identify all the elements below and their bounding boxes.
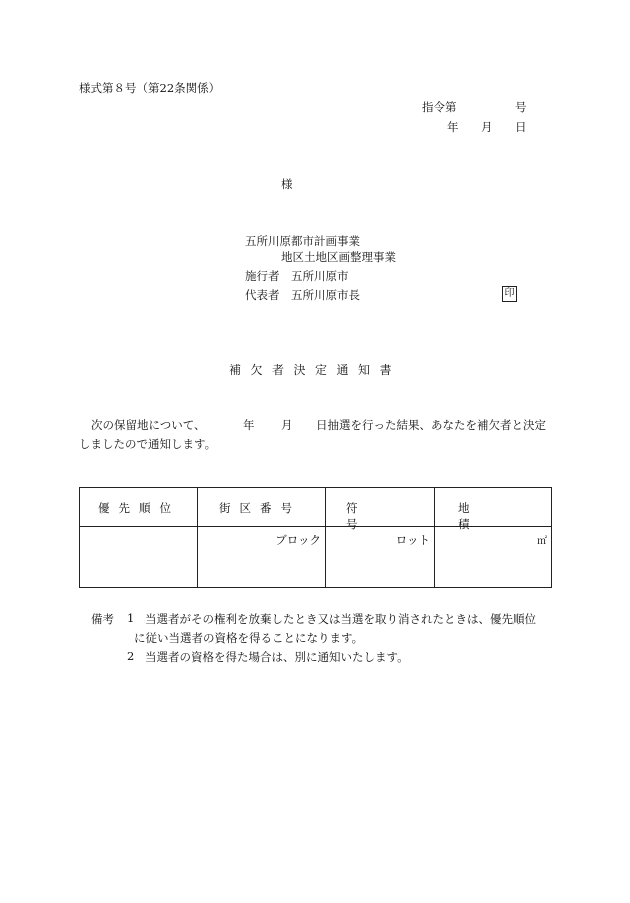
- note-1-line1: 当選者がその権利を放棄したとき又は当選を取り消されたときは、優先順位: [145, 612, 536, 626]
- header-priority: 優先順位: [98, 501, 180, 515]
- body-line1-start: 次の保留地について、: [91, 418, 206, 432]
- representative-label: 代表者: [245, 288, 280, 302]
- document-title: 補欠者決定通知書: [229, 363, 402, 377]
- note-1-line2: に従い当選者の資格を得ることになります。: [134, 631, 364, 645]
- body-line1-end: 日抽選を行った結果、あなたを補欠者と決定: [316, 418, 546, 432]
- form-number: 様式第８号（第22条関係）: [79, 81, 221, 95]
- cell-lot-unit: ロット: [395, 533, 430, 547]
- lot-table: [79, 487, 552, 588]
- header-block-number: 街区番号: [219, 501, 301, 515]
- executor-label: 施行者: [245, 269, 280, 283]
- cell-area-unit: ㎡: [537, 536, 547, 547]
- table-header-row: [80, 488, 552, 527]
- cell-block-unit: ブロック: [275, 533, 321, 547]
- addressee-honorific: 様: [281, 177, 293, 191]
- project-line-2: 地区土地区画整理事業: [281, 250, 396, 264]
- representative-name: 五所川原市長: [291, 288, 360, 302]
- header-code: 符号: [346, 501, 398, 531]
- executor-name: 五所川原市: [291, 269, 349, 283]
- header-area: 地積: [458, 501, 516, 531]
- date-day: 日: [515, 120, 527, 134]
- project-line-1: 五所川原都市計画事業: [245, 234, 360, 248]
- table-row: [80, 527, 552, 588]
- note-2-line1: 当選者の資格を得た場合は、別に通知いたします。: [145, 650, 409, 664]
- note-2-number: 2: [127, 649, 135, 663]
- body-month: 月: [281, 418, 293, 432]
- note-1-number: 1: [127, 611, 135, 625]
- body-year: 年: [243, 418, 255, 432]
- reference-suffix: 号: [515, 100, 527, 114]
- reference-prefix: 指令第: [422, 100, 457, 114]
- notes-label: 備考: [91, 612, 114, 626]
- date-year: 年: [447, 120, 459, 134]
- body-line2: しましたので通知します。: [79, 437, 217, 451]
- date-month: 月: [481, 120, 493, 134]
- seal-box: 印: [502, 286, 517, 302]
